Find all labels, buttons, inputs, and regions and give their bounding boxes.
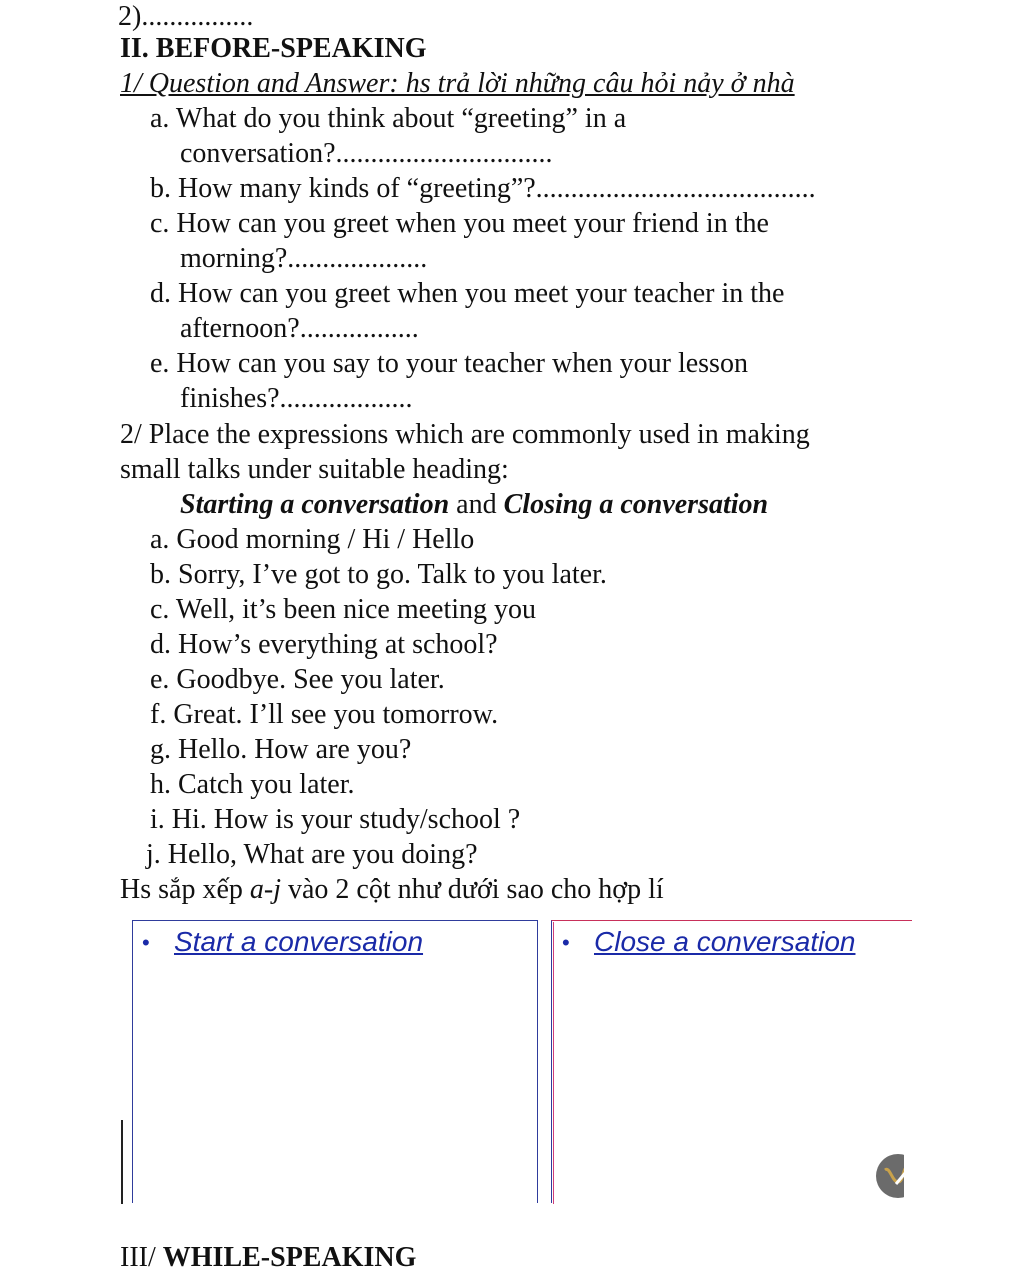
expression-e: e. Goodbye. See you later. — [150, 664, 445, 695]
part2-headings — [180, 488, 768, 522]
start-conversation-heading: Start a conversation — [174, 926, 424, 957]
right-column-edge — [553, 922, 554, 1204]
heading-and: and — [449, 489, 504, 520]
question-e-line1: e. How can you say to your teacher when your lesson — [150, 348, 748, 379]
part2-intro-line1: 2/ Place the expressions which are commonly used in making — [120, 419, 810, 450]
expression-h: h. Catch you later. — [150, 769, 355, 800]
question-a-line2: conversation?............................... — [180, 138, 553, 169]
expression-d: d. How’s everything at school? — [150, 629, 498, 660]
heading-closing: Closing a conversation — [503, 489, 769, 520]
instruction-range: a-j — [249, 874, 281, 905]
expression-g: g. Hello. How are you? — [150, 734, 412, 765]
expression-f: f. Great. I’ll see you tomorrow. — [150, 699, 499, 730]
expression-a: a. Good morning / Hi / Hello — [150, 524, 475, 555]
bullet-left: • — [142, 930, 150, 955]
question-d-line1: d. How can you greet when you meet your teacher in the — [150, 278, 785, 309]
section3-prefix: III/ — [120, 1242, 163, 1273]
crop-edge-mask — [904, 1140, 944, 1210]
part2-intro-line2: small talks under suitable heading: — [120, 454, 509, 485]
section3-title: WHILE-SPEAKING — [162, 1242, 417, 1273]
expression-i: i. Hi. How is your study/school ? — [150, 804, 521, 835]
sorting-instruction — [120, 873, 664, 907]
close-conversation-heading: Close a conversation — [594, 926, 856, 957]
instruction-pre: Hs sắp xếp — [120, 874, 250, 905]
question-d-line2: afternoon?................. — [180, 313, 419, 344]
question-a-line1: a. What do you think about “greeting” in a — [150, 103, 627, 134]
part1-heading: 1/ Question and Answer: hs trả lời những câu hỏi nảy ở nhà — [120, 68, 795, 99]
bullet-right: • — [562, 930, 570, 955]
question-b: b. How many kinds of “greeting”?........................................ — [150, 173, 816, 204]
heading-starting: Starting a conversation — [180, 489, 450, 520]
close-conversation-column — [551, 920, 912, 1203]
expression-j: j. Hello, What are you doing? — [146, 839, 478, 870]
expression-c: c. Well, it’s been nice meeting you — [150, 594, 537, 625]
expression-b: b. Sorry, I’ve got to go. Talk to you later. — [150, 559, 607, 590]
start-conversation-column — [132, 920, 538, 1203]
outer-left-border — [121, 1120, 123, 1204]
question-e-line2: finishes?................... — [180, 383, 413, 414]
question-c-line2: morning?.................... — [180, 243, 428, 274]
section-title-before-speaking: II. BEFORE-SPEAKING — [120, 33, 427, 64]
instruction-post: vào 2 cột như dưới sao cho hợp lí — [280, 874, 664, 905]
question-c-line1: c. How can you greet when you meet your friend in the — [150, 208, 769, 239]
section-title-while-speaking — [120, 1241, 416, 1275]
previous-item-2: 2)................ — [118, 1, 254, 32]
